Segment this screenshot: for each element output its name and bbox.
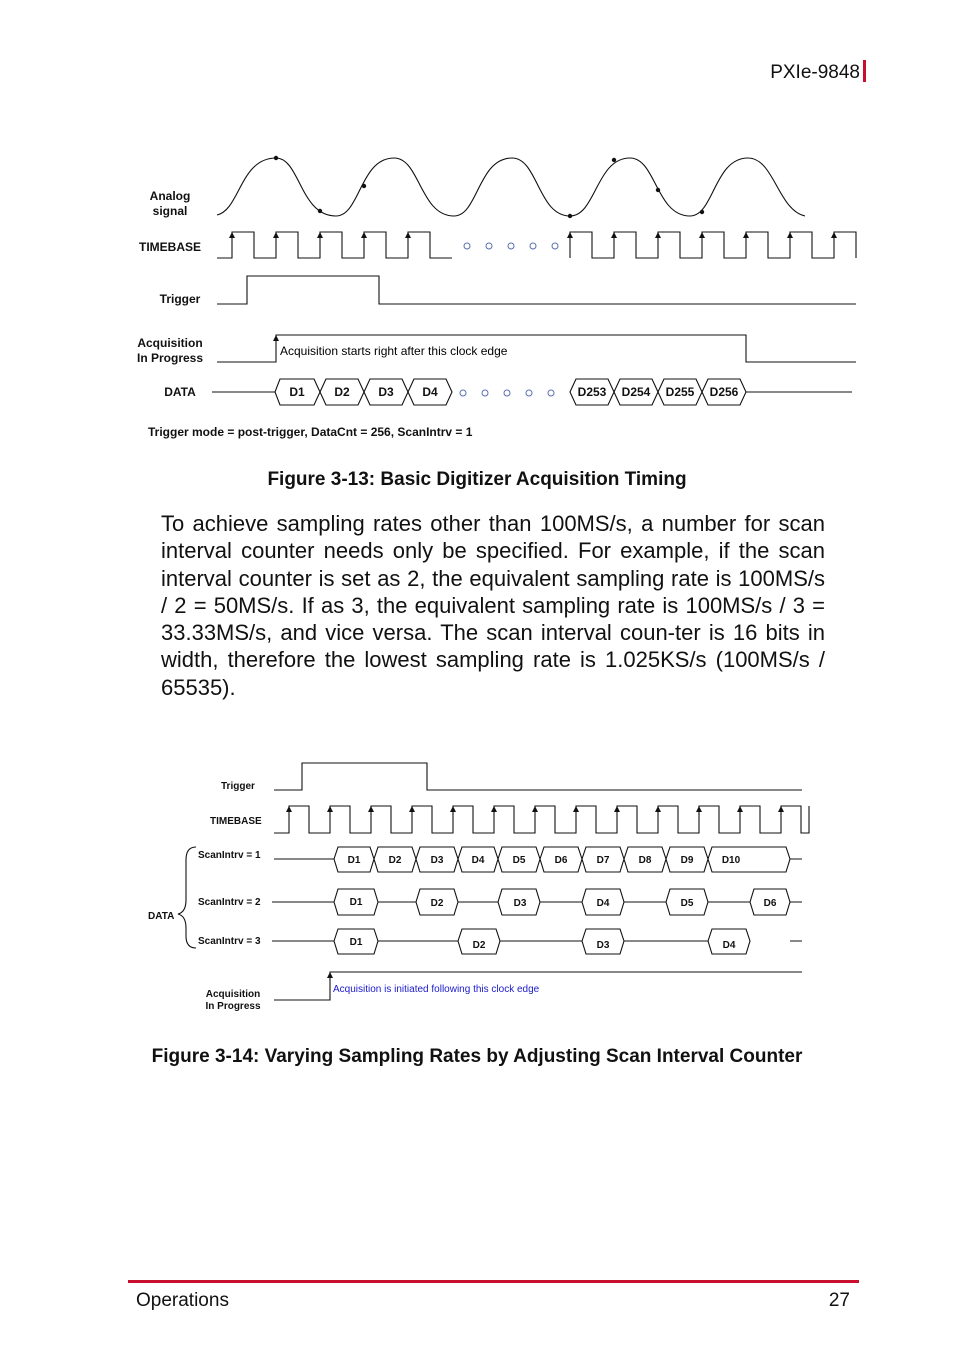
data-cell: D5 <box>512 855 526 866</box>
product-name: PXIe-9848 <box>770 62 860 83</box>
data-cell: D4 <box>422 385 438 399</box>
data-cell: D2 <box>430 898 444 909</box>
trigger-label: Trigger <box>159 292 201 306</box>
data-cell: D4 <box>471 855 485 866</box>
data-cell: D3 <box>378 385 394 399</box>
timebase-left <box>217 232 452 258</box>
figure-3-14-diagram <box>0 740 954 1040</box>
data-label: DATA <box>148 911 175 922</box>
acq-label-2: In Progress <box>205 1001 261 1012</box>
data-cell: D1 <box>349 937 363 948</box>
data-cell: D1 <box>289 385 305 399</box>
footer-section: Operations <box>136 1290 229 1311</box>
acq-note: Acquisition is initiated following this clock edge <box>333 984 540 995</box>
acq-label-1: Acquisition <box>137 336 203 350</box>
timebase-label: TIMEBASE <box>210 816 262 827</box>
timebase-label: TIMEBASE <box>138 240 202 254</box>
data-cell: D6 <box>554 855 568 866</box>
row-label: ScanIntrv = 1 <box>198 850 261 861</box>
data-cell: D2 <box>472 940 486 951</box>
data-cell: D254 <box>621 385 651 399</box>
acq-label-1: Acquisition <box>205 989 261 1000</box>
data-label: DATA <box>164 385 196 399</box>
data-cell: D8 <box>638 855 652 866</box>
page-number: 27 <box>828 1290 850 1311</box>
body-paragraph: To achieve sampling rates other than 100MS/s, a number for scan interval counter needs only be specified. For example, if the scan interval counter is set as 2, the equivalent sampling rate is 100MS/s / 2 = 50MS/s. If as 3, the equivalent sampling rate is 100MS/s / 3 = 33.33MS/s, and vice versa. The scan interval coun-ter is 16 bits in width, therefore the lowest sampling rate is 1.025KS/s (100MS/s / 65535). <box>161 511 825 700</box>
data-cell: D2 <box>334 385 350 399</box>
acq-note: Acquisition starts right after this clock edge <box>280 344 508 358</box>
acq-label-2: In Progress <box>136 351 204 365</box>
data-cell: D1 <box>349 897 363 908</box>
figure-3-13-diagram <box>0 0 954 460</box>
analog-label-2: signal <box>152 204 188 218</box>
data-cell: D4 <box>596 898 610 909</box>
timebase-line <box>274 806 809 833</box>
data-cell: D6 <box>763 898 777 909</box>
data-cell: D3 <box>596 940 610 951</box>
footer-rule <box>128 1280 859 1283</box>
trigger-line <box>217 276 856 304</box>
mode-note: Trigger mode = post-trigger, DataCnt = 256, ScanIntrv = 1 <box>148 425 473 439</box>
analog-signal-wave <box>217 158 805 216</box>
figure-3-14-caption: Figure 3-14: Varying Sampling Rates by Adjusting Scan Interval Counter <box>151 1046 803 1067</box>
figure-3-13-caption: Figure 3-13: Basic Digitizer Acquisition Timing <box>267 469 687 490</box>
data-cell: D255 <box>665 385 695 399</box>
data-cell: D9 <box>680 855 694 866</box>
data-cell: D4 <box>722 940 736 951</box>
data-cell: D5 <box>680 898 694 909</box>
data-cell: D253 <box>577 385 607 399</box>
data-cell: D256 <box>709 385 739 399</box>
trigger-label: Trigger <box>221 781 255 792</box>
data-cell: D3 <box>430 855 444 866</box>
row-label: ScanIntrv = 3 <box>198 936 261 947</box>
data-cell: D3 <box>513 898 527 909</box>
data-cell: D10 <box>721 855 741 866</box>
trigger-line <box>274 763 802 790</box>
data-brace <box>178 847 196 948</box>
data-cell: D1 <box>347 855 361 866</box>
row-label: ScanIntrv = 2 <box>198 897 261 908</box>
data-cell: D7 <box>596 855 610 866</box>
data-cell: D2 <box>388 855 402 866</box>
analog-label-1: Analog <box>149 189 191 203</box>
